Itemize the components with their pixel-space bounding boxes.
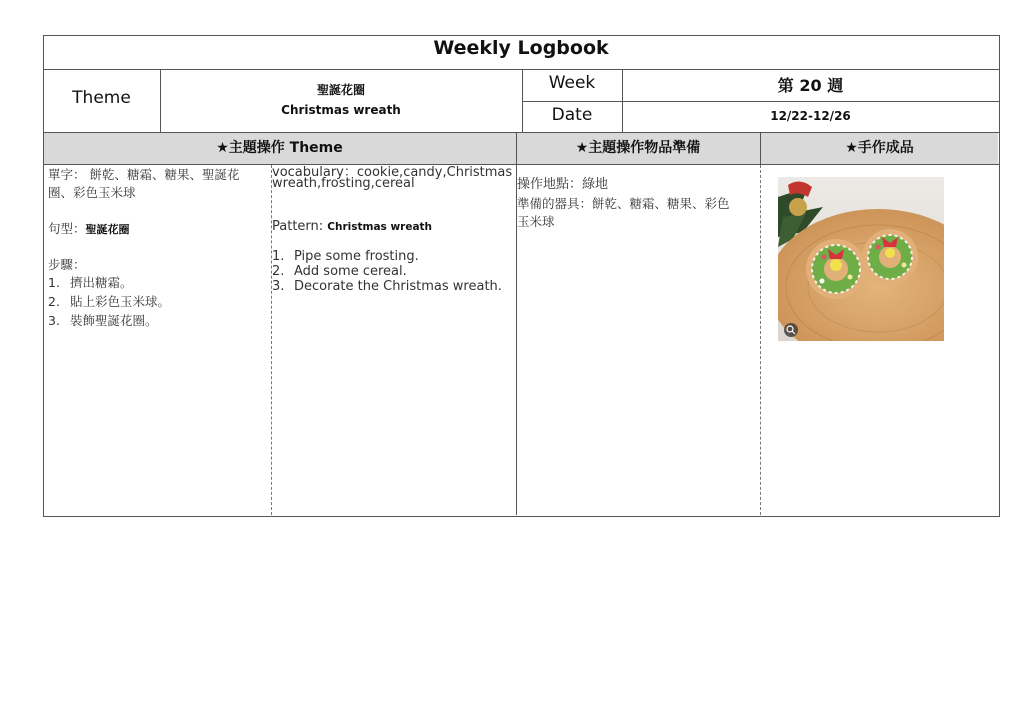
list-item xyxy=(272,279,502,294)
col-divider-dashed-2 xyxy=(760,165,761,515)
section-header-product: ★手作成品 xyxy=(845,140,914,156)
date-value: 12/22-12/26 xyxy=(770,109,851,123)
step-number: 1. xyxy=(272,249,285,264)
zoom-lens-icon[interactable] xyxy=(784,323,798,337)
prep-tools-line1: 準備的器具：餅乾、糖霜、糖果、彩色 xyxy=(517,196,730,211)
zh-vocab-line1: 單字： 餅乾、糖霜、糖果、聖誕花 xyxy=(48,167,240,182)
list-item xyxy=(272,249,502,264)
section-header-theme: ★主題操作 Theme xyxy=(216,140,343,156)
step-text: 擠出糖霜。 xyxy=(70,275,133,290)
step-text: Pipe some frosting. xyxy=(294,249,419,264)
step-number: 2. xyxy=(48,294,60,309)
step-number: 1. xyxy=(48,275,60,290)
list-item xyxy=(48,292,170,311)
date-label: Date xyxy=(551,105,593,125)
step-number: 2. xyxy=(272,264,285,279)
week-label: Week xyxy=(548,73,596,93)
list-item xyxy=(48,311,170,330)
en-steps-list xyxy=(272,249,502,294)
week-value: 第 20 週 xyxy=(777,76,844,95)
theme-label: Theme xyxy=(72,88,131,108)
theme-zh: 聖誕花圈 xyxy=(316,83,365,97)
list-item xyxy=(48,273,170,292)
prep-location: 操作地點：綠地 xyxy=(517,177,609,192)
theme-en: Christmas wreath xyxy=(281,103,401,117)
en-vocab-line1: vocabulary：cookie,candy,Christmas xyxy=(272,165,513,180)
section-header-prep: ★主題操作物品準備 xyxy=(575,140,701,156)
title-divider xyxy=(43,69,999,70)
en-vocab-line2: wreath,frosting,cereal xyxy=(272,176,415,191)
step-text: Decorate the Christmas wreath. xyxy=(294,279,502,294)
zh-steps-list xyxy=(48,273,170,330)
step-number: 3. xyxy=(48,313,60,328)
en-pattern-label: Pattern: xyxy=(272,219,324,234)
zh-pattern xyxy=(48,219,130,237)
zh-pattern-label: 句型： xyxy=(48,221,86,236)
step-text: 裝飾聖誕花圈。 xyxy=(70,313,158,328)
en-pattern-value: Christmas wreath xyxy=(327,221,433,233)
wreath-cookie-illustration xyxy=(778,177,944,341)
prep-tools-line2: 玉米球 xyxy=(517,214,555,229)
theme-label-divider xyxy=(160,69,161,132)
zh-vocab-line2: 圈、彩色玉米球 xyxy=(48,185,136,200)
zh-steps-label: 步驟： xyxy=(48,257,86,272)
col-divider-dashed-1 xyxy=(271,165,272,515)
list-item xyxy=(272,264,502,279)
zh-pattern-value: 聖誕花圈 xyxy=(85,223,130,236)
product-photo[interactable] xyxy=(778,177,944,341)
step-number: 3. xyxy=(272,279,285,294)
step-text: Add some cereal. xyxy=(294,264,407,279)
en-pattern xyxy=(272,219,432,234)
step-text: 貼上彩色玉米球。 xyxy=(70,294,171,309)
week-date-divider xyxy=(522,101,999,102)
page-title: Weekly Logbook xyxy=(433,37,609,59)
